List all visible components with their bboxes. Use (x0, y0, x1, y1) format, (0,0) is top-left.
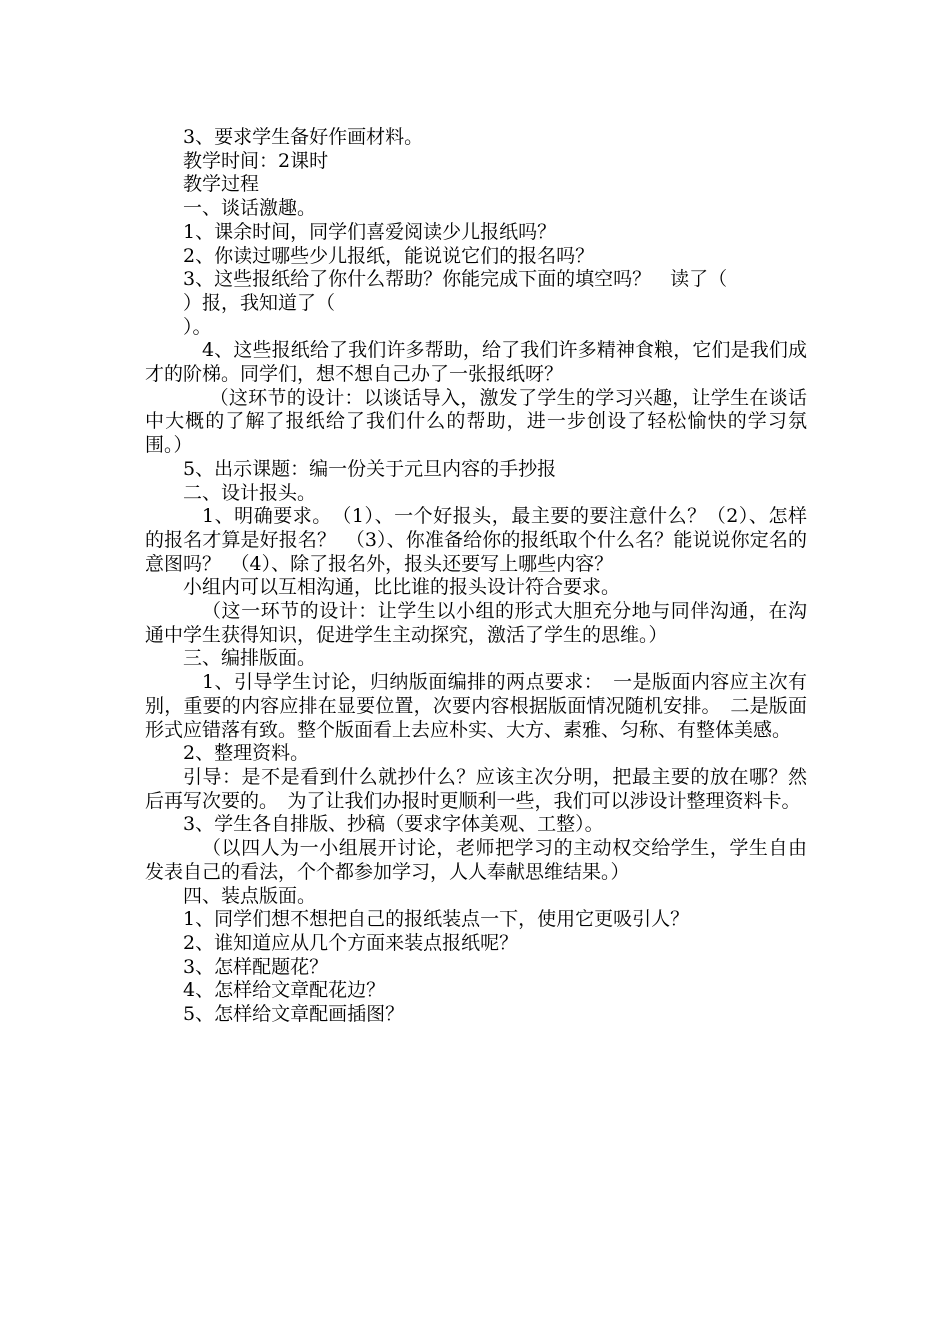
section-heading: 四、装点版面。 (183, 884, 317, 907)
section-heading: 一、谈话激趣。 (183, 197, 317, 220)
paragraph: ）报，我知道了（ (183, 291, 336, 314)
paragraph: 5、怎样给文章配画插图？ (183, 1003, 405, 1026)
paragraph: 5、出示课题：编一份关于元旦内容的手抄报 (183, 457, 557, 480)
paragraph: 1、明确要求。 （1）、一个好报头，最主要的要注意什么？（2）、怎样的报名才算是好报名？ （3）、你准备给你的报纸取个什么名？能说说你定名的意图吗？ （4）、除了报名外，报头还要写上哪些内容？ (145, 505, 807, 575)
design-note: （这环节的设计：以谈话导入，激发了学生的学习兴趣，让学生在谈话中大概的了解了报纸给了我们什么的帮助，进一步创设了轻松愉快的学习氛围。） (145, 386, 807, 457)
paragraph: 4、这些报纸给了我们许多帮助，给了我们许多精神食粮，它们是我们成才的阶梯。同学们，想不想自己办了一张报纸呀？ (145, 339, 807, 386)
section-heading: 三、编排版面。 (183, 647, 317, 670)
paragraph: 4、怎样给文章配花边？ (183, 979, 386, 1002)
paragraph: 小组内可以互相沟通，比比谁的报头设计符合要求。 (183, 576, 621, 599)
document-body (145, 126, 807, 1027)
design-note: （这一环节的设计：让学生以小组的形式大胆充分地与同伴沟通，在沟通中学生获得知识，促进学生主动探究，激活了学生的思维。） (145, 600, 807, 646)
paragraph: 1、同学们想不想把自己的报纸装点一下，使用它更吸引人？ (183, 908, 690, 931)
paragraph: 教学时间：2课时 (183, 149, 329, 172)
paragraph: 2、整理资料。 (183, 742, 310, 765)
paragraph: 1、引导学生讨论，归纳版面编排的两点要求： 一是版面内容应主次有别，重要的内容应排在显要位置，次要内容根据版面情况随机安排。 二是版面形式应错落有致。整个版面看上去应朴实、大方、素雅、匀称、有整体美感。 (145, 671, 807, 741)
paragraph: 3、学生各自排版、抄稿（要求字体美观、工整）。 (183, 813, 604, 836)
paragraph: 引导：是不是看到什么就抄什么？应该主次分明，把最主要的放在哪？然后再写次要的。 为了让我们办报时更顺利一些，我们可以涉设计整理资料卡。 (145, 765, 807, 812)
paragraph: 3、怎样配题花？ (183, 955, 329, 978)
paragraph: 2、你读过哪些少儿报纸，能说说它们的报名吗？ (183, 244, 595, 267)
paragraph: 2、谁知道应从几个方面来装点报纸呢？ (183, 931, 519, 954)
paragraph: 3、这些报纸给了你什么帮助？你能完成下面的填空吗？ 读了（ (183, 268, 728, 291)
section-heading: 二、设计报头。 (183, 481, 317, 504)
design-note: （以四人为一小组展开讨论，老师把学习的主动权交给学生，学生自由发表自己的看法，个个都参加学习，人人奉献思维结果。） (145, 837, 807, 883)
paragraph: 3、要求学生备好作画材料。 (183, 126, 424, 148)
section-heading: 教学过程 (183, 173, 260, 196)
paragraph: 1、课余时间，同学们喜爱阅读少儿报纸吗？ (183, 220, 557, 243)
paragraph: ）。 (183, 315, 212, 338)
